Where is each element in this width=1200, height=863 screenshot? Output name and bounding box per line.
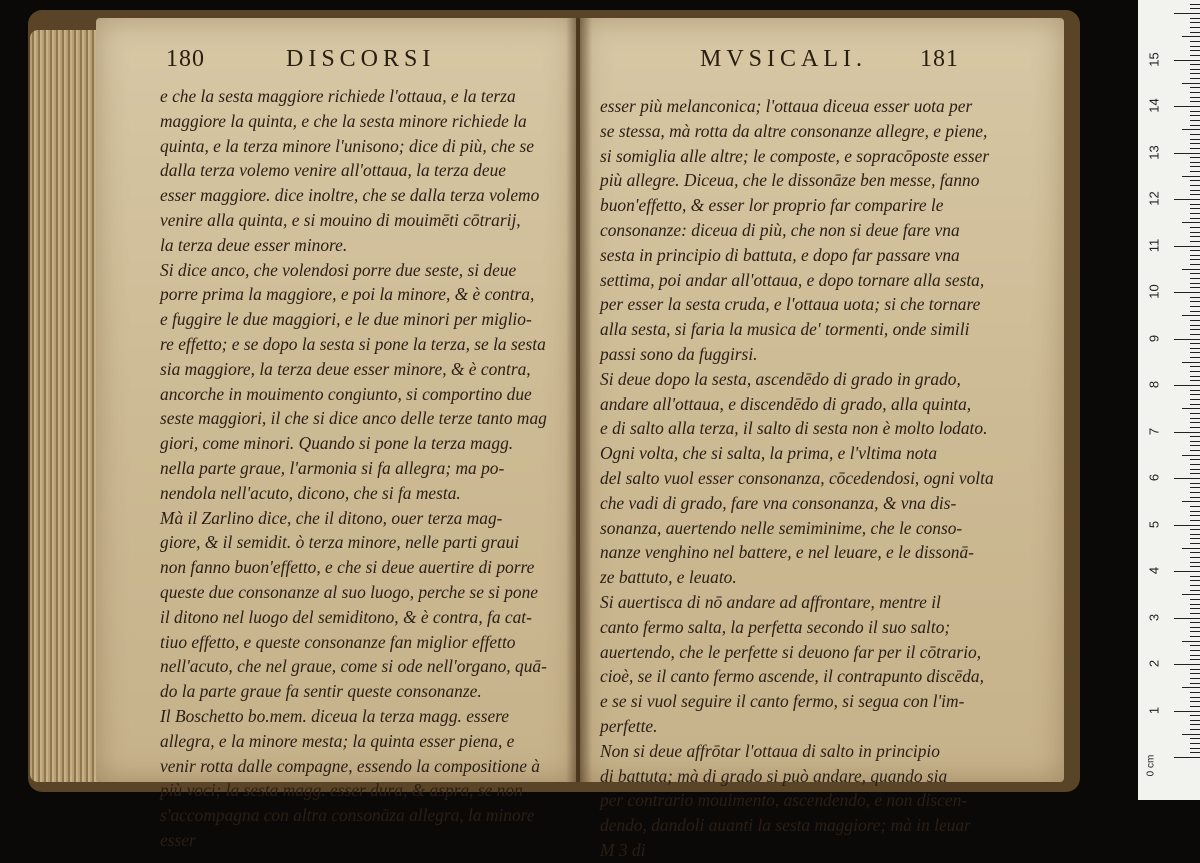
left-text-line: sia maggiore, la terza deue esser minore, & è contra, <box>160 358 531 379</box>
ruler-tick <box>1174 571 1200 572</box>
ruler-tick <box>1190 380 1200 381</box>
ruler-number: 11 <box>1146 238 1162 252</box>
left-text-line: più voci; la sesta magg. esser dura, & aspra, se non <box>160 780 523 801</box>
ruler-tick <box>1190 520 1200 521</box>
ruler-tick <box>1190 87 1200 88</box>
ruler-number: 14 <box>1146 98 1162 113</box>
ruler-tick <box>1182 687 1200 688</box>
ruler-tick <box>1190 441 1200 442</box>
ruler-tick <box>1190 241 1200 242</box>
ruler-tick <box>1190 529 1200 530</box>
left-text-line: porre prima la maggiore, e poi la minore, & è contra, <box>160 284 535 305</box>
right-text-line: sesta in principio di battuta, e dopo far passare vna <box>600 244 960 265</box>
ruler-tick <box>1190 22 1200 23</box>
ruler-tick <box>1190 613 1200 614</box>
ruler-tick <box>1190 748 1200 749</box>
ruler-tick <box>1182 83 1200 84</box>
right-text-line: ze battuto, e leuato. <box>600 567 737 588</box>
ruler-tick <box>1190 32 1200 33</box>
ruler-tick <box>1190 590 1200 591</box>
ruler-tick <box>1182 408 1200 409</box>
ruler-number: 8 <box>1146 380 1162 389</box>
ruler-tick <box>1190 41 1200 42</box>
ruler-tick <box>1190 655 1200 656</box>
ruler-tick <box>1190 311 1200 312</box>
ruler-tick <box>1190 622 1200 623</box>
ruler-tick <box>1190 557 1200 558</box>
left-text-line: la terza deue esser minore. <box>160 234 348 255</box>
left-page-number: 180 <box>166 46 205 72</box>
right-text-line: Si deue dopo la sesta, ascendēdo di grado in grado, <box>600 368 961 389</box>
ruler-tick <box>1190 366 1200 367</box>
ruler-tick <box>1190 18 1200 19</box>
ruler-tick <box>1190 204 1200 205</box>
ruler-tick <box>1190 673 1200 674</box>
ruler-tick <box>1190 576 1200 577</box>
ruler-tick <box>1190 599 1200 600</box>
ruler-tick <box>1190 418 1200 419</box>
left-text-line: queste due consonanze al suo luogo, perche se si pone <box>160 581 539 602</box>
ruler-tick <box>1190 264 1200 265</box>
ruler-tick <box>1190 427 1200 428</box>
ruler-tick <box>1190 171 1200 172</box>
ruler-tick <box>1190 101 1200 102</box>
right-text-line: dendo, dandoli auanti la sesta maggiore; mà in leuar <box>600 815 971 836</box>
ruler-tick <box>1190 301 1200 302</box>
ruler-tick <box>1190 250 1200 251</box>
right-text-line: auertendo, che le perfette si deuono far per il cōtrario, <box>600 641 982 662</box>
ruler-tick <box>1190 738 1200 739</box>
ruler-tick <box>1190 390 1200 391</box>
ruler-tick <box>1182 548 1200 549</box>
right-text-line: che vadi di grado, fare vna consonanza, & vna dis- <box>600 492 957 513</box>
ruler-tick <box>1190 506 1200 507</box>
right-text-line: Non si deue affrōtar l'ottaua di salto in principio <box>600 740 940 761</box>
ruler-tick <box>1190 50 1200 51</box>
right-text-line: passi sono da fuggirsi. <box>600 343 758 364</box>
ruler-tick <box>1190 394 1200 395</box>
ruler-tick <box>1190 715 1200 716</box>
ruler-tick <box>1190 743 1200 744</box>
ruler-tick <box>1190 413 1200 414</box>
left-text-line: e che la sesta maggiore richiede l'ottaua, e la terza <box>160 86 516 106</box>
ruler-tick <box>1190 683 1200 684</box>
ruler-tick <box>1190 627 1200 628</box>
ruler-tick <box>1190 78 1200 79</box>
right-text-line: e se si vuol seguire il canto fermo, si segua con l'im- <box>600 691 965 712</box>
left-running-title: DISCORSI <box>286 46 436 72</box>
right-text-line: e di salto alla terza, il salto di sesta non è molto lodato. <box>600 418 988 439</box>
left-text-line: esser maggiore. dice inoltre, che se dalla terza volemo <box>160 185 540 206</box>
ruler-tick <box>1174 60 1200 61</box>
ruler-tick <box>1190 73 1200 74</box>
ruler-tick <box>1190 185 1200 186</box>
left-text-line: quinta, e la terza minore l'unisono; dice di più, che se <box>160 135 535 156</box>
left-text-line: venir rotta dalle compagne, essendo la compositione à <box>160 755 540 776</box>
ruler-tick <box>1190 283 1200 284</box>
left-text-line: e fuggire le due maggiori, e le due minori per miglio- <box>160 309 532 330</box>
ruler-tick <box>1190 297 1200 298</box>
ruler-tick <box>1190 334 1200 335</box>
ruler-number: 6 <box>1146 473 1162 482</box>
left-text-line: tiuo effetto, e queste consonanze fan miglior effetto <box>160 631 516 652</box>
ruler-tick <box>1190 692 1200 693</box>
ruler-number: 3 <box>1146 613 1162 621</box>
ruler-tick <box>1190 585 1200 586</box>
right-page-text <box>600 94 1040 863</box>
right-text-line: più allegre. Diceua, che le dissonāze ben messe, fanno <box>600 170 980 191</box>
ruler-tick <box>1190 92 1200 93</box>
ruler-tick <box>1190 473 1200 474</box>
ruler-tick <box>1190 720 1200 721</box>
ruler-tick <box>1190 492 1200 493</box>
ruler-tick <box>1190 348 1200 349</box>
ruler-tick <box>1190 450 1200 451</box>
ruler-tick <box>1190 190 1200 191</box>
ruler-tick <box>1190 143 1200 144</box>
left-text-line: Il Boschetto bo.mem. diceua la terza magg. essere <box>160 705 510 726</box>
right-text-line: del salto vuol esser consonanza, cōcedendosi, ogni volta <box>600 467 994 488</box>
ruler-tick <box>1190 166 1200 167</box>
ruler-tick <box>1190 194 1200 195</box>
left-text-line: non fanno buon'effetto, e che si deue auertire di porre <box>160 557 535 578</box>
ruler-unit-label: 0 cm <box>1145 754 1157 777</box>
ruler-tick <box>1182 734 1200 735</box>
left-text-line: maggiore la quinta, e che la sesta minore richiede la <box>160 110 527 131</box>
right-text-line: nanze venghino nel battere, e nel leuare, e le dissonā- <box>600 542 974 563</box>
ruler-tick <box>1174 292 1200 293</box>
left-text-line: esser <box>160 829 196 850</box>
ruler-tick <box>1190 329 1200 330</box>
ruler-tick <box>1190 371 1200 372</box>
ruler-tick <box>1190 580 1200 581</box>
ruler-tick <box>1190 376 1200 377</box>
ruler-tick <box>1182 269 1200 270</box>
ruler-tick <box>1190 659 1200 660</box>
left-text-line: s'accompagna con altra consonāza allegra, la minore <box>160 805 535 826</box>
ruler-tick <box>1190 4 1200 5</box>
ruler-tick <box>1174 199 1200 200</box>
ruler-tick <box>1182 641 1200 642</box>
ruler-tick <box>1190 724 1200 725</box>
ruler-tick <box>1174 153 1200 154</box>
ruler-tick <box>1190 343 1200 344</box>
right-text-line: se stessa, mà rotta da altre consonanze allegre, e piene, <box>600 120 988 141</box>
ruler-tick <box>1190 111 1200 112</box>
ruler-number: 10 <box>1146 284 1162 299</box>
ruler-tick <box>1190 534 1200 535</box>
ruler-tick <box>1174 13 1200 14</box>
ruler-tick <box>1182 129 1200 130</box>
ruler-tick <box>1190 306 1200 307</box>
ruler-tick <box>1190 543 1200 544</box>
ruler-tick <box>1190 218 1200 219</box>
right-text-line: Si auertisca di nō andare ad affrontare, mentre il <box>600 591 941 612</box>
right-text-line: buon'effetto, & esser lor proprio far comparire le <box>600 195 944 216</box>
ruler-tick <box>1174 432 1200 433</box>
ruler-tick <box>1174 618 1200 619</box>
right-text-line: esser più melanconica; l'ottaua diceua esser uota per <box>600 96 973 116</box>
ruler-tick <box>1190 125 1200 126</box>
ruler-tick <box>1190 134 1200 135</box>
ruler-tick <box>1190 650 1200 651</box>
ruler-tick <box>1174 711 1200 712</box>
ruler-tick <box>1174 664 1200 665</box>
ruler-tick <box>1190 97 1200 98</box>
ruler-tick <box>1182 362 1200 363</box>
ruler-tick <box>1190 678 1200 679</box>
ruler-tick <box>1190 497 1200 498</box>
ruler-tick <box>1190 399 1200 400</box>
ruler-tick <box>1190 278 1200 279</box>
left-text-line: Si dice anco, che volendosi porre due seste, si deue <box>160 259 517 280</box>
right-text-line: consonanze: diceua di più, che non si deue fare vna <box>600 219 960 240</box>
ruler-tick <box>1174 385 1200 386</box>
left-text-line: re effetto; e se dopo la sesta si pone la terza, se la sesta <box>160 333 546 354</box>
ruler-tick <box>1190 701 1200 702</box>
ruler-number: 5 <box>1146 520 1162 528</box>
ruler-tick <box>1190 469 1200 470</box>
ruler-tick <box>1190 27 1200 28</box>
ruler-tick <box>1190 436 1200 437</box>
right-text-line: Ogni volta, che si salta, la prima, e l'vltima nota <box>600 443 938 464</box>
ruler-tick <box>1190 404 1200 405</box>
ruler-number: 15 <box>1146 51 1162 67</box>
ruler-tick <box>1182 455 1200 456</box>
right-page-number: 181 <box>920 46 959 72</box>
ruler-number: 13 <box>1146 144 1162 160</box>
left-page-header <box>166 46 566 76</box>
ruler-tick <box>1174 339 1200 340</box>
ruler-tick <box>1190 232 1200 233</box>
right-text-line: alla sesta, si faria la musica de' tormenti, onde simili <box>600 319 970 340</box>
ruler-tick <box>1190 287 1200 288</box>
ruler-tick <box>1190 227 1200 228</box>
right-page <box>580 18 1064 860</box>
right-text-line: perfette. <box>600 715 658 736</box>
ruler-tick <box>1190 259 1200 260</box>
ruler-tick <box>1190 562 1200 563</box>
ruler-tick <box>1190 320 1200 321</box>
ruler-tick <box>1190 483 1200 484</box>
ruler-tick <box>1174 757 1200 758</box>
left-page <box>96 18 576 850</box>
ruler-tick <box>1190 8 1200 9</box>
left-text-line: giori, come minori. Quando si pone la terza magg. <box>160 433 514 454</box>
right-running-title: MVSICALI. <box>700 46 868 72</box>
ruler-number: 2 <box>1146 659 1162 668</box>
ruler-tick <box>1174 246 1200 247</box>
ruler-tick <box>1190 162 1200 163</box>
ruler-tick <box>1190 459 1200 460</box>
ruler-tick <box>1190 566 1200 567</box>
ruler-tick <box>1190 422 1200 423</box>
ruler-tick <box>1190 604 1200 605</box>
ruler-tick <box>1182 222 1200 223</box>
ruler-tick <box>1190 46 1200 47</box>
ruler-tick <box>1190 608 1200 609</box>
measurement-ruler <box>1138 0 1200 800</box>
ruler-tick <box>1174 478 1200 479</box>
ruler-tick <box>1190 729 1200 730</box>
ruler-tick <box>1174 525 1200 526</box>
left-text-line: giore, & il semidit. ò terza minore, nelle parti graui <box>160 532 520 553</box>
ruler-tick <box>1190 325 1200 326</box>
ruler-number: 1 <box>1146 706 1162 714</box>
book-gutter <box>566 18 592 782</box>
left-text-line: seste maggiori, il che si dice anco delle terze tanto mag <box>160 408 547 429</box>
ruler-tick <box>1190 352 1200 353</box>
right-text-line: di battuta; mà di grado si può andare, quando sia <box>600 765 948 786</box>
left-text-line: il ditono nel luogo del semiditono, & è contra, fa cat- <box>160 606 532 627</box>
left-text-line: allegra, e la minore mesta; la quinta esser piena, e <box>160 730 515 751</box>
left-text-line: ancorche in mouimento congiunto, si comportino due <box>160 383 532 404</box>
ruler-tick <box>1190 180 1200 181</box>
left-text-line: do la parte graue fa sentir queste consonanze. <box>160 681 482 702</box>
left-text-line: Mà il Zarlino dice, che il ditono, ouer terza mag- <box>160 507 503 528</box>
ruler-tick <box>1190 55 1200 56</box>
right-page-header <box>700 46 1060 76</box>
left-text-line: nella parte graue, l'armonia si fa allegra; ma po- <box>160 457 505 478</box>
right-text-line: cioè, se il canto fermo ascende, il contrapunto discēda, <box>600 666 984 687</box>
right-text-line: andare all'ottaua, e discendēdo di grado, alla quinta, <box>600 393 972 414</box>
ruler-tick <box>1190 487 1200 488</box>
ruler-tick <box>1190 255 1200 256</box>
ruler-tick <box>1190 139 1200 140</box>
left-text-line: venire alla quinta, e si mouino di mouimēti cōtrarij, <box>160 209 521 230</box>
ruler-tick <box>1182 594 1200 595</box>
ruler-tick <box>1190 636 1200 637</box>
left-text-line: dalla terza volemo venire all'ottaua, la terza deue <box>160 160 506 181</box>
ruler-tick <box>1182 36 1200 37</box>
ruler-tick <box>1190 120 1200 121</box>
ruler-tick <box>1190 445 1200 446</box>
ruler-tick <box>1190 538 1200 539</box>
ruler-tick <box>1190 706 1200 707</box>
ruler-tick <box>1182 501 1200 502</box>
ruler-tick <box>1190 273 1200 274</box>
ruler-tick <box>1190 69 1200 70</box>
ruler-number: 12 <box>1146 191 1162 206</box>
ruler-tick <box>1190 64 1200 65</box>
ruler-number: 7 <box>1146 427 1162 435</box>
ruler-tick <box>1190 115 1200 116</box>
ruler-tick <box>1190 511 1200 512</box>
right-text-line: per contrario mouimento, ascendendo, e non discen- <box>600 790 968 811</box>
right-text-line: settima, poi andar all'ottaua, e dopo tornare alla sesta, <box>600 269 985 290</box>
left-text-line: nell'acuto, che nel graue, come si ode nell'organo, quā- <box>160 656 547 677</box>
ruler-tick <box>1190 631 1200 632</box>
ruler-tick <box>1190 236 1200 237</box>
ruler-tick <box>1190 697 1200 698</box>
right-text-line: sonanza, auertendo nelle semiminime, che le conso- <box>600 517 963 538</box>
right-text-line: si somiglia alle altre; le composte, e sopracōposte esser <box>600 145 990 166</box>
ruler-tick <box>1190 357 1200 358</box>
right-text-line: M 3 di <box>600 839 646 860</box>
ruler-number: 9 <box>1146 334 1162 342</box>
right-text-line: per esser la sesta cruda, e l'ottaua uota; si che tornare <box>600 294 981 315</box>
ruler-tick <box>1174 106 1200 107</box>
ruler-tick <box>1190 208 1200 209</box>
ruler-tick <box>1190 752 1200 753</box>
ruler-number: 4 <box>1146 566 1162 575</box>
ruler-tick <box>1190 464 1200 465</box>
ruler-tick <box>1182 315 1200 316</box>
left-text-line: nendola nell'acuto, dicono, che si fa mesta. <box>160 482 461 503</box>
ruler-tick <box>1190 552 1200 553</box>
ruler-tick <box>1190 645 1200 646</box>
ruler-tick <box>1190 515 1200 516</box>
ruler-tick <box>1182 176 1200 177</box>
ruler-tick <box>1190 669 1200 670</box>
ruler-tick <box>1190 148 1200 149</box>
ruler-tick <box>1190 157 1200 158</box>
left-page-text <box>160 84 570 853</box>
right-text-line: canto fermo salta, la perfetta secondo il suo salto; <box>600 616 951 637</box>
ruler-tick <box>1190 213 1200 214</box>
